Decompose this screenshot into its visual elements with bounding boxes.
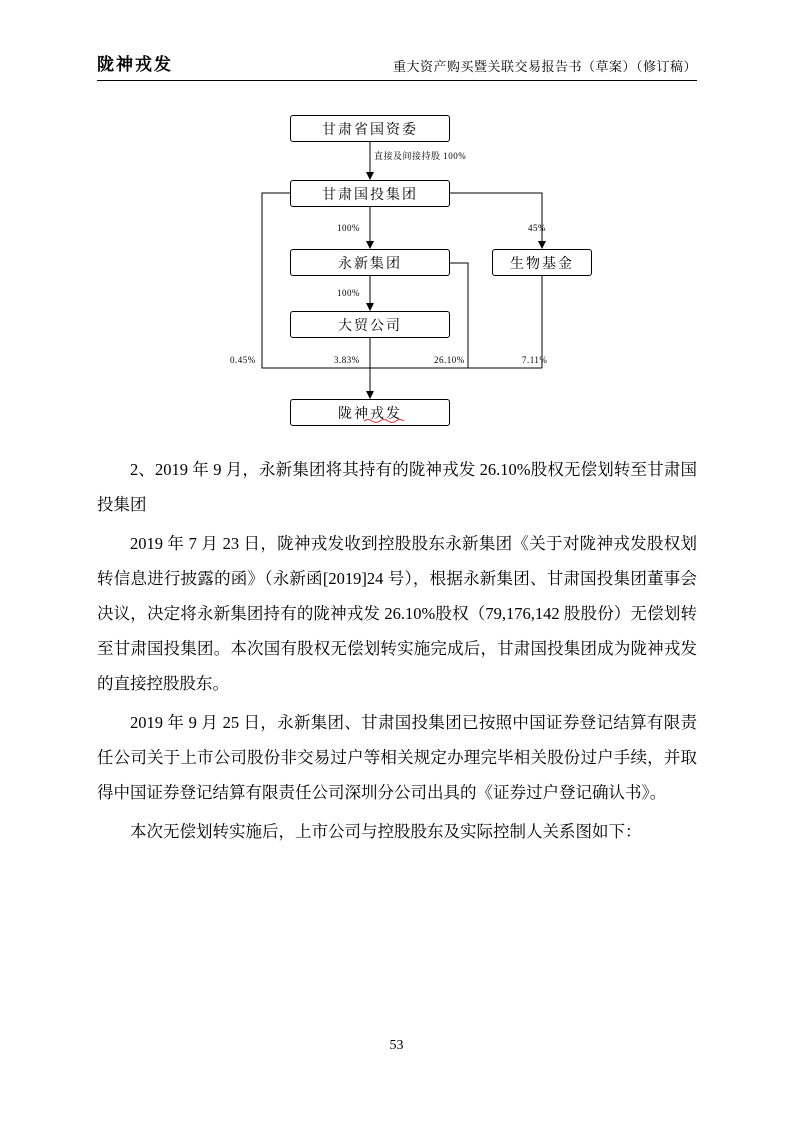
ownership-structure-diagram xyxy=(0,0,793,460)
edge-label-guotou-yongxin-100: 100% xyxy=(337,223,360,233)
node-yongxin-group: 永新集团 xyxy=(290,249,450,276)
edge-label-guotou-biofund-45: 45% xyxy=(528,223,546,233)
edge-label-guotou-listed-045: 0.45% xyxy=(230,355,256,365)
page-number: 53 xyxy=(389,1038,404,1053)
paragraph-registration: 2019 年 9 月 25 日，永新集团、甘肃国投集团已按照中国证券登记结算有限责任公司关于上市公司股份非交易过户等相关规定办理完毕相关股份过户手续，并取得中国证券登记结算有限责任公司深圳分公司出具的《证券过户登记确认书》。 xyxy=(97,713,697,802)
company-logo-text: 陇神戎发 xyxy=(97,55,173,74)
paragraph-section-heading: 2、2019 年 9 月，永新集团将其持有的陇神戎发 26.10%股权无偿划转至甘肃国投集团 xyxy=(97,460,697,514)
paragraph-relationship-intro: 本次无偿划转实施后，上市公司与控股股东及实际控制人关系图如下： xyxy=(130,822,642,841)
spellcheck-squiggle-icon xyxy=(360,413,408,425)
document-title: 重大资产购买暨关联交易报告书（草案）（修订稿） xyxy=(392,59,697,74)
node-damao-company: 大贸公司 xyxy=(290,311,450,338)
body-text xyxy=(97,452,697,853)
node-bio-fund: 生物基金 xyxy=(492,249,592,276)
edge-label-yongxin-damao-100: 100% xyxy=(337,288,360,298)
diagram-connector-lines xyxy=(0,0,793,460)
node-gansu-sasac: 甘肃省国资委 xyxy=(290,115,450,142)
edge-label-biofund-listed-711: 7.11% xyxy=(522,355,548,365)
node-gansu-guotou-group: 甘肃国投集团 xyxy=(290,180,450,207)
edge-label-yongxin-listed-2610: 26.10% xyxy=(434,355,465,365)
edge-label-direct-indirect-100: 直接及间接持股 100% xyxy=(374,151,467,161)
node-longshen-rongfa: 陇神戎发 xyxy=(290,399,450,426)
edge-label-damao-listed-383: 3.83% xyxy=(334,355,360,365)
paragraph-transfer-notice: 2019 年 7 月 23 日，陇神戎发收到控股股东永新集团《关于对陇神戎发股权划转信息进行披露的函》（永新函[2019]24 号），根据永新集团、甘肃国投集团董事会决议，决定将永新集团持有的陇神戎发 26.10%股权（79,176,142 股股份）无偿划转至甘肃国投集团。本次国有股权无偿划转实施完成后，甘肃国投集团成为陇神戎发的直接控股股东。 xyxy=(97,534,697,693)
